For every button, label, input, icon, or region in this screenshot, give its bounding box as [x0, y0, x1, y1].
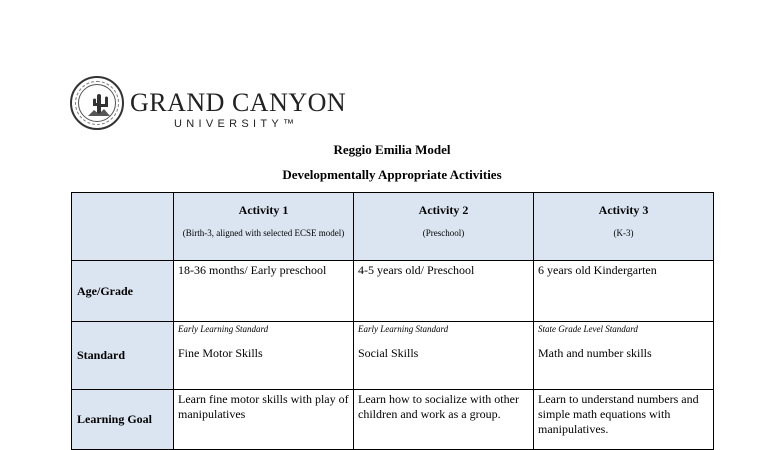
- activities-table: [71, 192, 714, 450]
- university-seal-icon: [70, 76, 124, 130]
- goal-cell-1: Learn fine motor skills with play of manipulatives: [174, 390, 354, 450]
- goal-cell-2: Learn how to socialize with other children and work as a group.: [354, 390, 534, 450]
- table-row-age: [72, 261, 714, 322]
- cactus-icon: [85, 90, 113, 118]
- logo-university-subtitle: UNIVERSITY™: [174, 118, 299, 130]
- logo-university-name: GRAND CANYON: [130, 88, 347, 117]
- table-row-standard: [72, 322, 714, 390]
- row-label-age: Age/Grade: [72, 261, 174, 322]
- age-cell-2: 4-5 years old/ Preschool: [354, 261, 534, 322]
- standard-value-1: Fine Motor Skills: [178, 346, 263, 360]
- goal-cell-3: Learn to understand numbers and simple math equations with manipulatives.: [534, 390, 714, 450]
- header-empty-cell: [72, 193, 174, 261]
- activity-3-range: (K-3): [613, 228, 634, 238]
- activity-2-range: (Preschool): [422, 228, 465, 238]
- row-label-standard: Standard: [72, 322, 174, 390]
- standard-cell-2: [354, 322, 534, 390]
- header-activity-3: [534, 193, 714, 261]
- university-logo: [70, 76, 347, 134]
- activity-1-title: Activity 1: [238, 203, 289, 217]
- standard-type-2: Early Learning Standard: [358, 324, 449, 334]
- activity-1-range: (Birth-3, aligned with selected ECSE model): [182, 228, 345, 238]
- header-activity-2: [354, 193, 534, 261]
- standard-value-3: Math and number skills: [538, 346, 652, 360]
- age-cell-1: 18-36 months/ Early preschool: [174, 261, 354, 322]
- age-cell-3: 6 years old Kindergarten: [534, 261, 714, 322]
- row-label-goal: Learning Goal: [72, 390, 174, 450]
- standard-type-1: Early Learning Standard: [178, 324, 269, 334]
- table-header-row: [72, 193, 714, 261]
- activity-2-title: Activity 2: [418, 203, 469, 217]
- standard-cell-3: [534, 322, 714, 390]
- model-title: Reggio Emilia Model: [333, 142, 451, 157]
- page-subtitle: Developmentally Appropriate Activities: [282, 167, 502, 182]
- standard-value-2: Social Skills: [358, 346, 419, 360]
- standard-type-3: State Grade Level Standard: [538, 324, 638, 334]
- standard-cell-1: [174, 322, 354, 390]
- activity-3-title: Activity 3: [598, 203, 649, 217]
- header-activity-1: [174, 193, 354, 261]
